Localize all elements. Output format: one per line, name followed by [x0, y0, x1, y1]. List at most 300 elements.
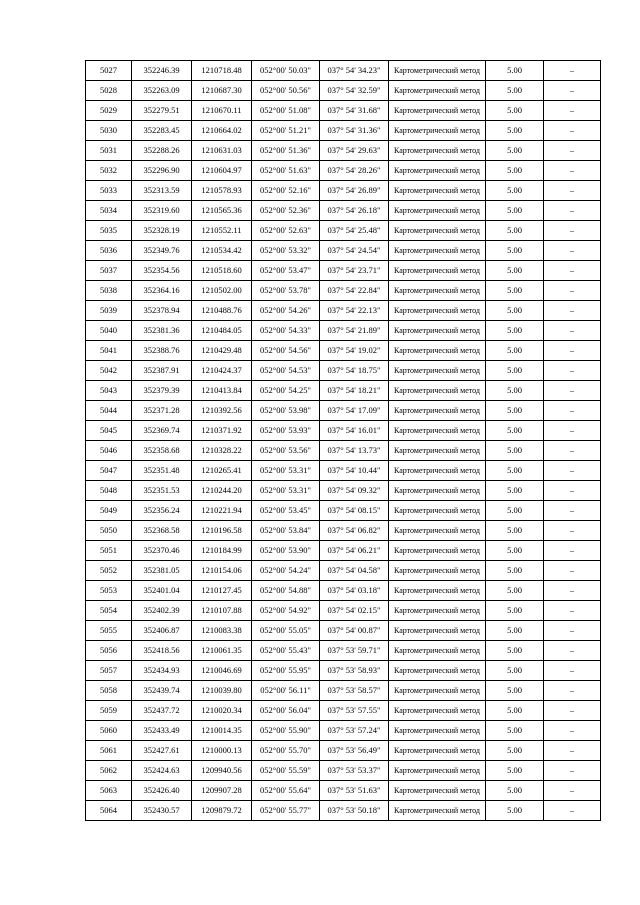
y-coordinate-cell: 1210154.06 [192, 561, 252, 581]
longitude-cell: 037° 54' 32.59" [320, 81, 389, 101]
point-number-cell: 5043 [86, 381, 132, 401]
accuracy-cell: 5.00 [486, 301, 544, 321]
y-coordinate-cell: 1210552.11 [192, 221, 252, 241]
description-cell: – [544, 801, 601, 821]
longitude-cell: 037° 53' 57.24" [320, 721, 389, 741]
table-body [86, 61, 601, 821]
method-cell: Картометрический метод [389, 521, 486, 541]
description-cell: – [544, 461, 601, 481]
accuracy-cell: 5.00 [486, 321, 544, 341]
point-number-cell: 5040 [86, 321, 132, 341]
accuracy-cell: 5.00 [486, 441, 544, 461]
description-cell: – [544, 261, 601, 281]
accuracy-cell: 5.00 [486, 101, 544, 121]
table-row [86, 781, 601, 801]
latitude-cell: 052°00' 55.77" [252, 801, 320, 821]
description-cell: – [544, 161, 601, 181]
x-coordinate-cell: 352349.76 [132, 241, 192, 261]
x-coordinate-cell: 352424.63 [132, 761, 192, 781]
description-cell: – [544, 661, 601, 681]
x-coordinate-cell: 352439.74 [132, 681, 192, 701]
latitude-cell: 052°00' 52.36" [252, 201, 320, 221]
table-row [86, 441, 601, 461]
longitude-cell: 037° 54' 31.36" [320, 121, 389, 141]
point-number-cell: 5062 [86, 761, 132, 781]
accuracy-cell: 5.00 [486, 501, 544, 521]
accuracy-cell: 5.00 [486, 361, 544, 381]
table-row [86, 581, 601, 601]
y-coordinate-cell: 1210631.03 [192, 141, 252, 161]
longitude-cell: 037° 54' 18.21" [320, 381, 389, 401]
point-number-cell: 5051 [86, 541, 132, 561]
method-cell: Картометрический метод [389, 221, 486, 241]
point-number-cell: 5052 [86, 561, 132, 581]
method-cell: Картометрический метод [389, 181, 486, 201]
accuracy-cell: 5.00 [486, 421, 544, 441]
longitude-cell: 037° 54' 26.18" [320, 201, 389, 221]
description-cell: – [544, 781, 601, 801]
accuracy-cell: 5.00 [486, 221, 544, 241]
longitude-cell: 037° 54' 22.84" [320, 281, 389, 301]
latitude-cell: 052°00' 52.16" [252, 181, 320, 201]
description-cell: – [544, 301, 601, 321]
point-number-cell: 5053 [86, 581, 132, 601]
y-coordinate-cell: 1210664.02 [192, 121, 252, 141]
longitude-cell: 037° 54' 06.21" [320, 541, 389, 561]
description-cell: – [544, 201, 601, 221]
point-number-cell: 5047 [86, 461, 132, 481]
point-number-cell: 5042 [86, 361, 132, 381]
point-number-cell: 5060 [86, 721, 132, 741]
x-coordinate-cell: 352296.90 [132, 161, 192, 181]
table-row [86, 261, 601, 281]
y-coordinate-cell: 1210687.30 [192, 81, 252, 101]
longitude-cell: 037° 54' 21.89" [320, 321, 389, 341]
x-coordinate-cell: 352434.93 [132, 661, 192, 681]
accuracy-cell: 5.00 [486, 281, 544, 301]
longitude-cell: 037° 54' 22.13" [320, 301, 389, 321]
x-coordinate-cell: 352246.39 [132, 61, 192, 81]
latitude-cell: 052°00' 53.47" [252, 261, 320, 281]
accuracy-cell: 5.00 [486, 401, 544, 421]
description-cell: – [544, 501, 601, 521]
description-cell: – [544, 321, 601, 341]
accuracy-cell: 5.00 [486, 201, 544, 221]
point-number-cell: 5045 [86, 421, 132, 441]
description-cell: – [544, 141, 601, 161]
longitude-cell: 037° 54' 17.09" [320, 401, 389, 421]
description-cell: – [544, 761, 601, 781]
table-row [86, 621, 601, 641]
accuracy-cell: 5.00 [486, 621, 544, 641]
description-cell: – [544, 101, 601, 121]
longitude-cell: 037° 53' 56.49" [320, 741, 389, 761]
longitude-cell: 037° 54' 18.75" [320, 361, 389, 381]
latitude-cell: 052°00' 50.03" [252, 61, 320, 81]
x-coordinate-cell: 352263.09 [132, 81, 192, 101]
x-coordinate-cell: 352356.24 [132, 501, 192, 521]
point-number-cell: 5054 [86, 601, 132, 621]
longitude-cell: 037° 54' 10.44" [320, 461, 389, 481]
description-cell: – [544, 581, 601, 601]
point-number-cell: 5064 [86, 801, 132, 821]
longitude-cell: 037° 53' 59.71" [320, 641, 389, 661]
longitude-cell: 037° 54' 13.73" [320, 441, 389, 461]
table-row [86, 401, 601, 421]
accuracy-cell: 5.00 [486, 581, 544, 601]
method-cell: Картометрический метод [389, 541, 486, 561]
x-coordinate-cell: 352426.40 [132, 781, 192, 801]
latitude-cell: 052°00' 52.63" [252, 221, 320, 241]
longitude-cell: 037° 54' 08.15" [320, 501, 389, 521]
x-coordinate-cell: 352368.58 [132, 521, 192, 541]
y-coordinate-cell: 1209879.72 [192, 801, 252, 821]
table-row [86, 721, 601, 741]
table-row [86, 601, 601, 621]
point-number-cell: 5037 [86, 261, 132, 281]
x-coordinate-cell: 352406.87 [132, 621, 192, 641]
y-coordinate-cell: 1210046.69 [192, 661, 252, 681]
table-row [86, 561, 601, 581]
method-cell: Картометрический метод [389, 581, 486, 601]
table-row [86, 641, 601, 661]
table-row [86, 161, 601, 181]
table-row [86, 501, 601, 521]
y-coordinate-cell: 1210000.13 [192, 741, 252, 761]
latitude-cell: 052°00' 54.33" [252, 321, 320, 341]
point-number-cell: 5057 [86, 661, 132, 681]
method-cell: Картометрический метод [389, 341, 486, 361]
point-number-cell: 5044 [86, 401, 132, 421]
accuracy-cell: 5.00 [486, 161, 544, 181]
longitude-cell: 037° 54' 23.71" [320, 261, 389, 281]
latitude-cell: 052°00' 53.56" [252, 441, 320, 461]
y-coordinate-cell: 1210392.56 [192, 401, 252, 421]
y-coordinate-cell: 1210039.80 [192, 681, 252, 701]
longitude-cell: 037° 54' 02.15" [320, 601, 389, 621]
accuracy-cell: 5.00 [486, 121, 544, 141]
method-cell: Картометрический метод [389, 401, 486, 421]
y-coordinate-cell: 1209907.28 [192, 781, 252, 801]
accuracy-cell: 5.00 [486, 381, 544, 401]
x-coordinate-cell: 352351.53 [132, 481, 192, 501]
accuracy-cell: 5.00 [486, 81, 544, 101]
latitude-cell: 052°00' 55.05" [252, 621, 320, 641]
latitude-cell: 052°00' 55.64" [252, 781, 320, 801]
latitude-cell: 052°00' 53.98" [252, 401, 320, 421]
longitude-cell: 037° 53' 58.93" [320, 661, 389, 681]
table-row [86, 61, 601, 81]
y-coordinate-cell: 1210413.84 [192, 381, 252, 401]
latitude-cell: 052°00' 51.08" [252, 101, 320, 121]
table-row [86, 481, 601, 501]
table-row [86, 301, 601, 321]
longitude-cell: 037° 54' 19.02" [320, 341, 389, 361]
x-coordinate-cell: 352379.39 [132, 381, 192, 401]
y-coordinate-cell: 1210502.00 [192, 281, 252, 301]
point-number-cell: 5049 [86, 501, 132, 521]
description-cell: – [544, 361, 601, 381]
accuracy-cell: 5.00 [486, 781, 544, 801]
description-cell: – [544, 181, 601, 201]
longitude-cell: 037° 54' 09.32" [320, 481, 389, 501]
description-cell: – [544, 701, 601, 721]
longitude-cell: 037° 54' 31.68" [320, 101, 389, 121]
x-coordinate-cell: 352401.04 [132, 581, 192, 601]
description-cell: – [544, 681, 601, 701]
point-number-cell: 5056 [86, 641, 132, 661]
table-row [86, 101, 601, 121]
latitude-cell: 052°00' 53.84" [252, 521, 320, 541]
table-row [86, 81, 601, 101]
x-coordinate-cell: 352387.91 [132, 361, 192, 381]
table-row [86, 341, 601, 361]
method-cell: Картометрический метод [389, 561, 486, 581]
longitude-cell: 037° 54' 06.82" [320, 521, 389, 541]
x-coordinate-cell: 352378.94 [132, 301, 192, 321]
longitude-cell: 037° 54' 24.54" [320, 241, 389, 261]
method-cell: Картометрический метод [389, 461, 486, 481]
method-cell: Картометрический метод [389, 101, 486, 121]
point-number-cell: 5061 [86, 741, 132, 761]
y-coordinate-cell: 1210484.05 [192, 321, 252, 341]
accuracy-cell: 5.00 [486, 261, 544, 281]
y-coordinate-cell: 1210328.22 [192, 441, 252, 461]
longitude-cell: 037° 54' 26.89" [320, 181, 389, 201]
point-number-cell: 5034 [86, 201, 132, 221]
longitude-cell: 037° 54' 16.01" [320, 421, 389, 441]
y-coordinate-cell: 1210670.11 [192, 101, 252, 121]
accuracy-cell: 5.00 [486, 601, 544, 621]
table-row [86, 681, 601, 701]
point-number-cell: 5027 [86, 61, 132, 81]
latitude-cell: 052°00' 51.63" [252, 161, 320, 181]
accuracy-cell: 5.00 [486, 641, 544, 661]
latitude-cell: 052°00' 53.32" [252, 241, 320, 261]
point-number-cell: 5033 [86, 181, 132, 201]
table-row [86, 801, 601, 821]
description-cell: – [544, 281, 601, 301]
point-number-cell: 5030 [86, 121, 132, 141]
latitude-cell: 052°00' 51.21" [252, 121, 320, 141]
y-coordinate-cell: 1210488.76 [192, 301, 252, 321]
longitude-cell: 037° 54' 04.58" [320, 561, 389, 581]
x-coordinate-cell: 352354.56 [132, 261, 192, 281]
accuracy-cell: 5.00 [486, 761, 544, 781]
y-coordinate-cell: 1210083.38 [192, 621, 252, 641]
y-coordinate-cell: 1210265.41 [192, 461, 252, 481]
latitude-cell: 052°00' 53.93" [252, 421, 320, 441]
table-row [86, 281, 601, 301]
method-cell: Картометрический метод [389, 481, 486, 501]
point-number-cell: 5050 [86, 521, 132, 541]
point-number-cell: 5031 [86, 141, 132, 161]
description-cell: – [544, 221, 601, 241]
x-coordinate-cell: 352381.05 [132, 561, 192, 581]
point-number-cell: 5063 [86, 781, 132, 801]
description-cell: – [544, 341, 601, 361]
x-coordinate-cell: 352381.36 [132, 321, 192, 341]
y-coordinate-cell: 1210718.48 [192, 61, 252, 81]
description-cell: – [544, 541, 601, 561]
latitude-cell: 052°00' 53.90" [252, 541, 320, 561]
table-row [86, 461, 601, 481]
table-row [86, 661, 601, 681]
longitude-cell: 037° 53' 57.55" [320, 701, 389, 721]
latitude-cell: 052°00' 54.24" [252, 561, 320, 581]
description-cell: – [544, 401, 601, 421]
point-number-cell: 5046 [86, 441, 132, 461]
method-cell: Картометрический метод [389, 241, 486, 261]
method-cell: Картометрический метод [389, 381, 486, 401]
y-coordinate-cell: 1210424.37 [192, 361, 252, 381]
latitude-cell: 052°00' 54.56" [252, 341, 320, 361]
longitude-cell: 037° 54' 00.87" [320, 621, 389, 641]
description-cell: – [544, 381, 601, 401]
table-row [86, 241, 601, 261]
latitude-cell: 052°00' 54.25" [252, 381, 320, 401]
description-cell: – [544, 621, 601, 641]
x-coordinate-cell: 352369.74 [132, 421, 192, 441]
accuracy-cell: 5.00 [486, 521, 544, 541]
x-coordinate-cell: 352364.16 [132, 281, 192, 301]
description-cell: – [544, 421, 601, 441]
point-number-cell: 5028 [86, 81, 132, 101]
y-coordinate-cell: 1210604.97 [192, 161, 252, 181]
accuracy-cell: 5.00 [486, 561, 544, 581]
point-number-cell: 5036 [86, 241, 132, 261]
x-coordinate-cell: 352430.57 [132, 801, 192, 821]
accuracy-cell: 5.00 [486, 241, 544, 261]
point-number-cell: 5041 [86, 341, 132, 361]
latitude-cell: 052°00' 55.70" [252, 741, 320, 761]
x-coordinate-cell: 352279.51 [132, 101, 192, 121]
point-number-cell: 5038 [86, 281, 132, 301]
x-coordinate-cell: 352283.45 [132, 121, 192, 141]
accuracy-cell: 5.00 [486, 801, 544, 821]
accuracy-cell: 5.00 [486, 461, 544, 481]
description-cell: – [544, 721, 601, 741]
table-row [86, 361, 601, 381]
method-cell: Картометрический метод [389, 261, 486, 281]
accuracy-cell: 5.00 [486, 181, 544, 201]
method-cell: Картометрический метод [389, 601, 486, 621]
description-cell: – [544, 741, 601, 761]
y-coordinate-cell: 1210578.93 [192, 181, 252, 201]
latitude-cell: 052°00' 53.31" [252, 461, 320, 481]
x-coordinate-cell: 352358.68 [132, 441, 192, 461]
longitude-cell: 037° 53' 58.57" [320, 681, 389, 701]
method-cell: Картометрический метод [389, 621, 486, 641]
longitude-cell: 037° 54' 03.18" [320, 581, 389, 601]
y-coordinate-cell: 1210020.34 [192, 701, 252, 721]
accuracy-cell: 5.00 [486, 341, 544, 361]
table-row [86, 381, 601, 401]
x-coordinate-cell: 352351.48 [132, 461, 192, 481]
x-coordinate-cell: 352427.61 [132, 741, 192, 761]
x-coordinate-cell: 352328.19 [132, 221, 192, 241]
method-cell: Картометрический метод [389, 301, 486, 321]
method-cell: Картометрический метод [389, 201, 486, 221]
method-cell: Картометрический метод [389, 141, 486, 161]
y-coordinate-cell: 1210518.60 [192, 261, 252, 281]
y-coordinate-cell: 1210061.35 [192, 641, 252, 661]
y-coordinate-cell: 1210196.58 [192, 521, 252, 541]
point-number-cell: 5029 [86, 101, 132, 121]
point-number-cell: 5032 [86, 161, 132, 181]
x-coordinate-cell: 352388.76 [132, 341, 192, 361]
x-coordinate-cell: 352370.46 [132, 541, 192, 561]
longitude-cell: 037° 53' 50.18" [320, 801, 389, 821]
y-coordinate-cell: 1210429.48 [192, 341, 252, 361]
y-coordinate-cell: 1209940.56 [192, 761, 252, 781]
method-cell: Картометрический метод [389, 661, 486, 681]
description-cell: – [544, 521, 601, 541]
description-cell: – [544, 81, 601, 101]
latitude-cell: 052°00' 54.53" [252, 361, 320, 381]
description-cell: – [544, 561, 601, 581]
x-coordinate-cell: 352433.49 [132, 721, 192, 741]
accuracy-cell: 5.00 [486, 741, 544, 761]
method-cell: Картометрический метод [389, 361, 486, 381]
accuracy-cell: 5.00 [486, 721, 544, 741]
latitude-cell: 052°00' 53.45" [252, 501, 320, 521]
table-row [86, 741, 601, 761]
latitude-cell: 052°00' 53.31" [252, 481, 320, 501]
method-cell: Картометрический метод [389, 421, 486, 441]
y-coordinate-cell: 1210184.99 [192, 541, 252, 561]
description-cell: – [544, 61, 601, 81]
table-row [86, 521, 601, 541]
table-row [86, 221, 601, 241]
y-coordinate-cell: 1210371.92 [192, 421, 252, 441]
point-number-cell: 5039 [86, 301, 132, 321]
accuracy-cell: 5.00 [486, 701, 544, 721]
table-row [86, 541, 601, 561]
latitude-cell: 052°00' 56.04" [252, 701, 320, 721]
latitude-cell: 052°00' 54.26" [252, 301, 320, 321]
table-row [86, 141, 601, 161]
method-cell: Картометрический метод [389, 441, 486, 461]
accuracy-cell: 5.00 [486, 61, 544, 81]
table-row [86, 121, 601, 141]
longitude-cell: 037° 54' 29.63" [320, 141, 389, 161]
x-coordinate-cell: 352418.56 [132, 641, 192, 661]
description-cell: – [544, 481, 601, 501]
x-coordinate-cell: 352371.28 [132, 401, 192, 421]
y-coordinate-cell: 1210107.88 [192, 601, 252, 621]
x-coordinate-cell: 352437.72 [132, 701, 192, 721]
method-cell: Картометрический метод [389, 801, 486, 821]
point-number-cell: 5058 [86, 681, 132, 701]
method-cell: Картометрический метод [389, 81, 486, 101]
method-cell: Картометрический метод [389, 321, 486, 341]
latitude-cell: 052°00' 55.90" [252, 721, 320, 741]
point-number-cell: 5055 [86, 621, 132, 641]
coordinates-table [85, 60, 601, 821]
method-cell: Картометрический метод [389, 161, 486, 181]
method-cell: Картометрический метод [389, 721, 486, 741]
longitude-cell: 037° 54' 34.23" [320, 61, 389, 81]
description-cell: – [544, 441, 601, 461]
y-coordinate-cell: 1210014.35 [192, 721, 252, 741]
description-cell: – [544, 641, 601, 661]
description-cell: – [544, 241, 601, 261]
point-number-cell: 5059 [86, 701, 132, 721]
table-row [86, 421, 601, 441]
method-cell: Картометрический метод [389, 681, 486, 701]
table-row [86, 761, 601, 781]
